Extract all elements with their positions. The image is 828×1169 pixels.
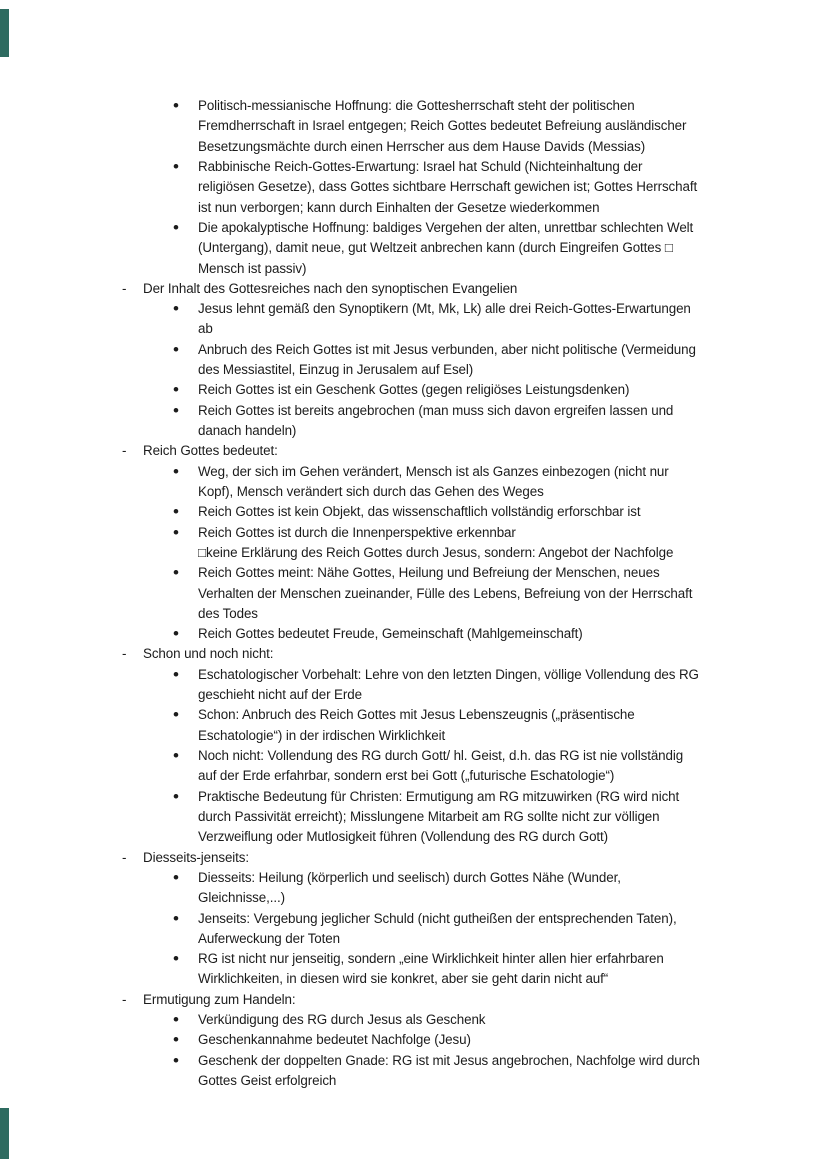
note-line-text: ist nun verborgen; kann durch Einhalten der Gesetze wiederkommen	[198, 199, 600, 215]
note-line	[0, 563, 828, 583]
bullet-marker: •	[173, 522, 179, 542]
note-line	[0, 462, 828, 482]
note-line	[0, 1010, 828, 1030]
note-line-text: Wirklichkeiten, in diesen wird sie konkret, aber sie geht darin nicht auf“	[198, 971, 609, 987]
dash-marker: -	[122, 443, 127, 459]
note-line	[0, 969, 828, 989]
note-line	[0, 685, 828, 705]
note-line	[0, 726, 828, 746]
bullet-marker: •	[173, 908, 179, 928]
dash-marker: -	[122, 849, 127, 865]
note-line-text: Diesseits: Heilung (körperlich und seelisch) durch Gottes Nähe (Wunder,	[198, 869, 621, 885]
note-line	[0, 1030, 828, 1050]
note-line	[0, 827, 828, 847]
note-line-text: Eschatologie“) in der irdischen Wirklichkeit	[198, 727, 446, 743]
note-line-text: Eschatologischer Vorbehalt: Lehre von den letzten Dingen, völlige Vollendung des RG	[198, 666, 699, 682]
note-line	[0, 157, 828, 177]
note-line	[0, 848, 828, 868]
note-line	[0, 360, 828, 380]
bullet-marker: •	[173, 786, 179, 806]
note-line	[0, 949, 828, 969]
note-line-text: Auferweckung der Toten	[198, 930, 340, 946]
note-line-text: Noch nicht: Vollendung des RG durch Gott/ hl. Geist, d.h. das RG ist nie vollständig	[198, 748, 684, 763]
note-line-text: Praktische Bedeutung für Christen: Ermutigung am RG mitzuwirken (RG wird nicht	[198, 788, 680, 804]
note-line	[0, 137, 828, 157]
note-line-text: Schon: Anbruch des Reich Gottes mit Jesus Lebenszeugnis („präsentische	[198, 707, 635, 723]
note-line-text: (Untergang), damit neue, gut Weltzeit anbrechen kann (durch Eingreifen Gottes □	[198, 240, 673, 256]
note-line	[0, 868, 828, 888]
note-line-text: Reich Gottes meint: Nähe Gottes, Heilung und Befreiung der Menschen, neues	[198, 565, 660, 581]
bullet-marker: •	[173, 867, 179, 887]
note-line-text: □keine Erklärung des Reich Gottes durch Jesus, sondern: Angebot der Nachfolge	[198, 544, 674, 560]
note-line-text: Politisch-messianische Hoffnung: die Gottesherrschaft steht der politischen	[198, 98, 635, 113]
note-line	[0, 766, 828, 786]
note-line	[0, 746, 828, 766]
bullet-marker: •	[173, 217, 179, 237]
bullet-marker: •	[173, 949, 179, 969]
note-line	[0, 279, 828, 299]
note-line-text: danach handeln)	[198, 423, 297, 438]
note-line-text: des Todes	[198, 605, 258, 621]
notes-list	[0, 96, 828, 1091]
note-line-text: Jenseits: Vergebung jeglicher Schuld (nicht gutheißen der entsprechenden Taten),	[198, 910, 677, 926]
bullet-marker: •	[173, 502, 179, 522]
bullet-marker: •	[173, 299, 179, 319]
app-background-sliver-bottom	[0, 1108, 9, 1159]
note-line-text: Reich Gottes ist kein Objekt, das wissenschaftlich vollständig erforschbar ist	[198, 504, 641, 520]
note-line-text: RG ist nicht nur jenseitig, sondern „eine Wirklichkeit hinter allen hier erfahrbaren	[198, 951, 664, 967]
note-line	[0, 624, 828, 644]
note-line	[0, 705, 828, 725]
note-line	[0, 441, 828, 461]
bullet-marker: •	[173, 339, 179, 359]
note-line-text: Verhalten der Menschen zueinander, Fülle des Lebens, Befreiung von der Herrschaft	[198, 585, 693, 601]
note-line	[0, 929, 828, 949]
note-line	[0, 888, 828, 908]
bullet-marker: •	[173, 563, 179, 583]
note-line-text: auf der Erde erfahrbar, sondern erst bei Gott („futurische Eschatologie“)	[198, 768, 615, 784]
note-line	[0, 543, 828, 563]
note-line	[0, 604, 828, 624]
note-line-text: religiösen Gesetze), dass Gottes sichtbare Herrschaft gewichen ist; Gottes Herrschaft	[198, 179, 698, 195]
note-line-text: ab	[198, 321, 213, 337]
note-line	[0, 177, 828, 197]
bullet-marker: •	[173, 156, 179, 176]
bullet-marker: •	[173, 96, 179, 115]
bullet-marker: •	[173, 1050, 179, 1070]
note-line-text: Kopf), Mensch verändert sich durch das Gehen des Weges	[198, 483, 544, 499]
bullet-marker: •	[173, 1010, 179, 1030]
note-line	[0, 502, 828, 522]
note-line-text: Reich Gottes ist durch die Innenperspektive erkennbar	[198, 524, 516, 540]
bullet-marker: •	[173, 461, 179, 481]
note-line	[0, 96, 828, 116]
bullet-marker: •	[173, 380, 179, 400]
note-line	[0, 482, 828, 502]
note-line-text: Mensch ist passiv)	[198, 260, 307, 276]
note-line	[0, 1071, 828, 1091]
dash-marker: -	[122, 280, 127, 296]
note-line	[0, 401, 828, 421]
note-line-text: Geschenk der doppelten Gnade: RG ist mit Jesus angebrochen, Nachfolge wird durch	[198, 1052, 700, 1068]
bullet-marker: •	[173, 1030, 179, 1050]
note-line	[0, 340, 828, 360]
note-line-text: Reich Gottes bedeutet:	[143, 443, 278, 459]
bullet-marker: •	[173, 705, 179, 725]
note-line	[0, 644, 828, 664]
note-line-text: Schon und noch nicht:	[143, 646, 274, 662]
note-line	[0, 299, 828, 319]
dash-marker: -	[122, 646, 127, 662]
note-line-text: Verkündigung des RG durch Jesus als Geschenk	[198, 1012, 486, 1028]
note-line-text: Diesseits-jenseits:	[143, 849, 250, 865]
note-line	[0, 665, 828, 685]
note-line	[0, 380, 828, 400]
note-line	[0, 238, 828, 258]
note-line-text: Reich Gottes ist bereits angebrochen (man muss sich davon ergreifen lassen und	[198, 402, 674, 418]
note-line-text: Gleichnisse,...)	[198, 890, 285, 906]
note-line	[0, 421, 828, 441]
note-line	[0, 909, 828, 929]
note-line-text: Anbruch des Reich Gottes ist mit Jesus verbunden, aber nicht politische (Vermeidung	[198, 341, 696, 357]
note-line-text: Besetzungsmächte durch einen Herrscher aus dem Hause Davids (Messias)	[198, 138, 646, 154]
note-line-text: Verzweiflung oder Mutlosigkeit führen (Vollendung des RG durch Gott)	[198, 829, 609, 845]
note-line-text: Jesus lehnt gemäß den Synoptikern (Mt, Mk, Lk) alle drei Reich-Gottes-Erwartungen	[198, 301, 691, 317]
note-line	[0, 198, 828, 218]
note-line	[0, 990, 828, 1010]
note-line	[0, 584, 828, 604]
note-line-text: Fremdherrschaft in Israel entgegen; Reich Gottes bedeutet Befreiung ausländischer	[198, 118, 687, 134]
note-line-text: Weg, der sich im Gehen verändert, Mensch ist als Ganzes einbezogen (nicht nur	[198, 463, 669, 479]
note-line	[0, 787, 828, 807]
bullet-marker: •	[173, 400, 179, 420]
note-line-text: durch Passivität erreicht); Misslungene Mitarbeit am RG sollte nicht zur völligen	[198, 808, 660, 824]
note-line	[0, 116, 828, 136]
note-line-text: Die apokalyptische Hoffnung: baldiges Vergehen der alten, unrettbar schlechten Welt	[198, 219, 694, 235]
note-line-text: Der Inhalt des Gottesreiches nach den synoptischen Evangelien	[143, 280, 518, 296]
note-line-text: Reich Gottes ist ein Geschenk Gottes (gegen religiöses Leistungsdenken)	[198, 382, 630, 398]
app-background-sliver-top	[0, 9, 9, 57]
note-line	[0, 1051, 828, 1071]
note-line	[0, 259, 828, 279]
bullet-marker: •	[173, 664, 179, 684]
note-line	[0, 807, 828, 827]
note-line-text: Gottes Geist erfolgreich	[198, 1073, 337, 1088]
bullet-marker: •	[173, 746, 179, 765]
bullet-marker: •	[173, 624, 179, 644]
note-line-text: Rabbinische Reich-Gottes-Erwartung: Israel hat Schuld (Nichteinhaltung der	[198, 158, 643, 174]
note-line-text: geschieht nicht auf der Erde	[198, 687, 362, 703]
note-line	[0, 319, 828, 339]
note-line-text: des Messiastitel, Einzug in Jerusalem auf Esel)	[198, 362, 474, 378]
note-line-text: Reich Gottes bedeutet Freude, Gemeinschaft (Mahlgemeinschaft)	[198, 626, 583, 642]
dash-marker: -	[122, 991, 127, 1007]
note-line-text: Ermutigung zum Handeln:	[143, 991, 296, 1007]
note-line	[0, 218, 828, 238]
note-line-text: Geschenkannahme bedeutet Nachfolge (Jesu)	[198, 1032, 471, 1048]
note-line	[0, 523, 828, 543]
